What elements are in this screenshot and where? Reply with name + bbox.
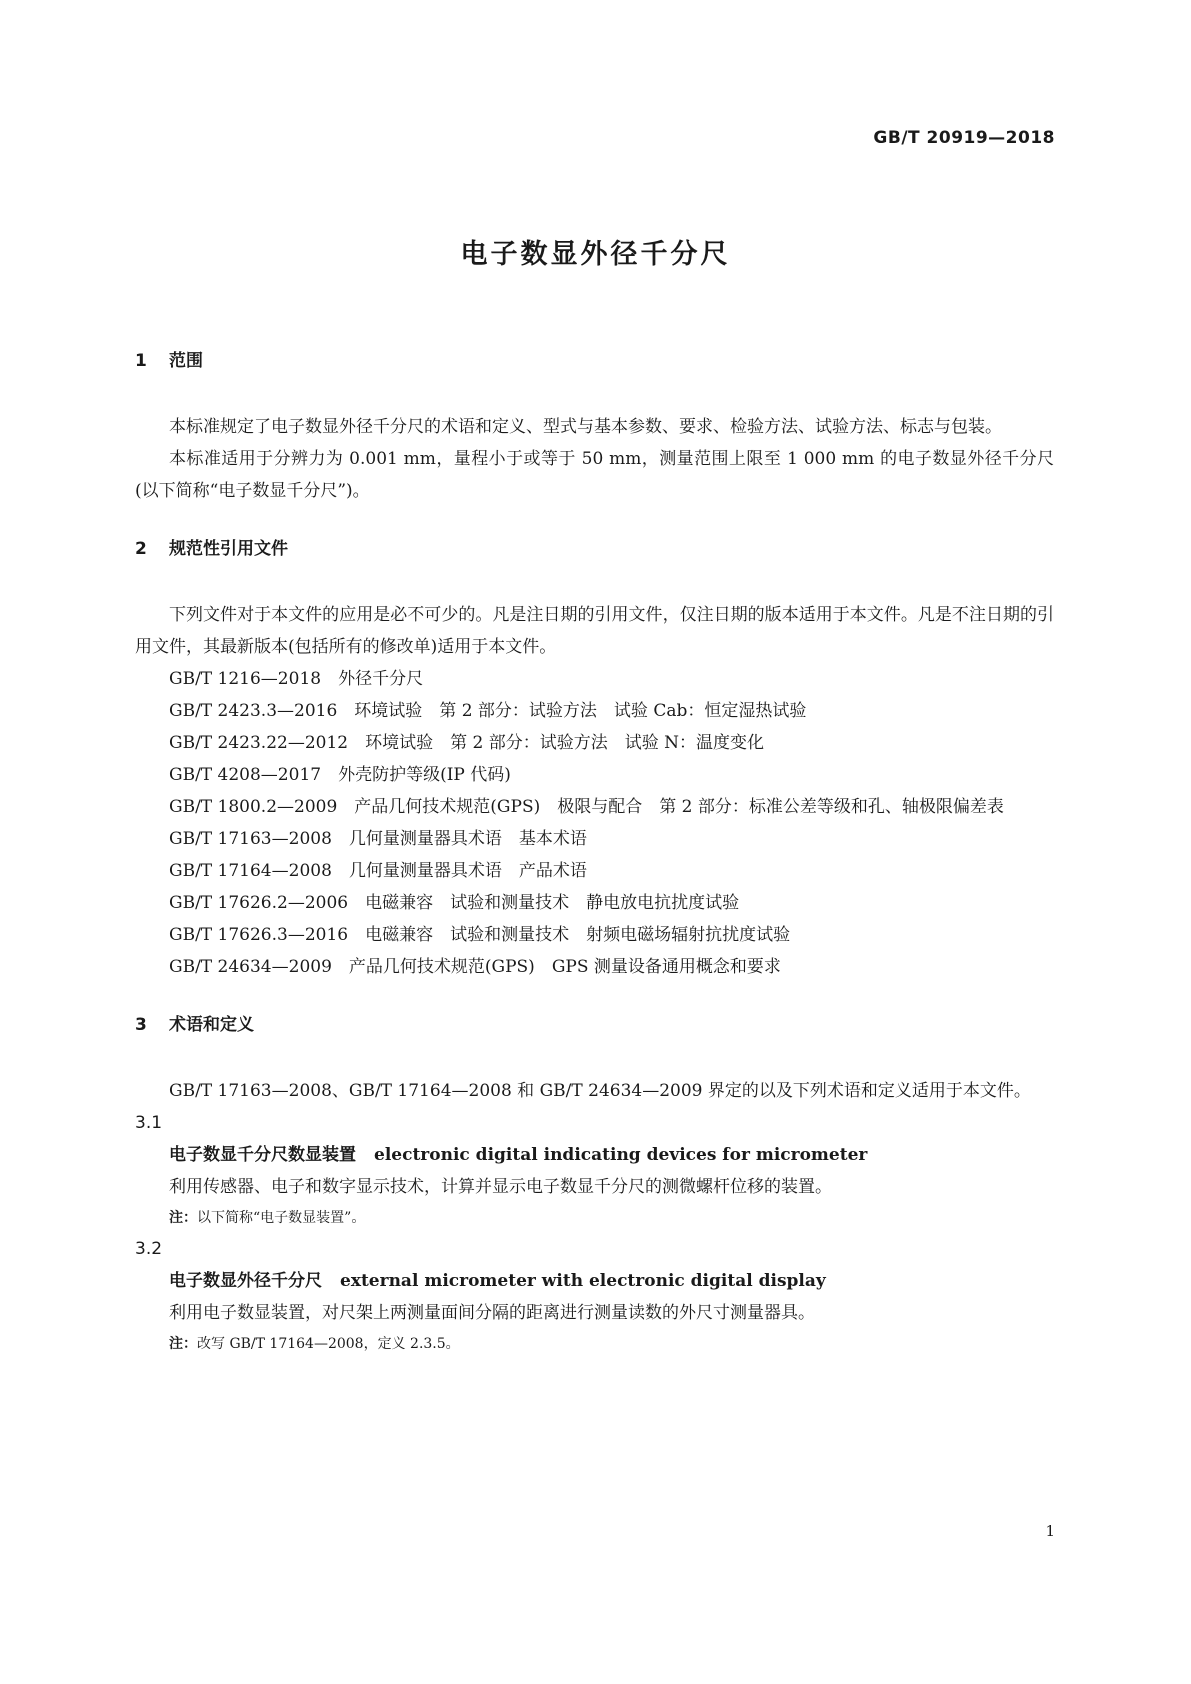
paragraph: 本标准规定了电子数显外径千分尺的术语和定义、型式与基本参数、要求、检验方法、试验方法、标志与包装。 <box>169 417 1002 437</box>
reference-item: GB/T 17626.2—2006 电磁兼容 试验和测量技术 静电放电抗扰度试验 <box>169 893 740 913</box>
section-number: 2 <box>135 539 147 559</box>
section-title: 规范性引用文件 <box>169 539 288 559</box>
note-text: 改写 GB/T 17164—2008，定义 2.3.5。 <box>197 1336 460 1352</box>
section-heading-terms-definitions <box>135 1009 1054 1041</box>
section-title: 术语和定义 <box>169 1015 254 1035</box>
reference-list <box>135 663 1054 983</box>
reference-item: GB/T 1216—2018 外径千分尺 <box>169 669 424 689</box>
document-body <box>135 345 1054 1359</box>
term-heading <box>135 1139 1054 1171</box>
reference-item: GB/T 4208—2017 外壳防护等级(IP 代码) <box>169 765 511 785</box>
term-chinese: 电子数显外径千分尺 <box>169 1271 322 1291</box>
section-heading-scope <box>135 345 1054 377</box>
clause-number: 3.2 <box>135 1239 163 1259</box>
term-entry <box>135 1233 1054 1359</box>
reference-item: GB/T 2423.22—2012 环境试验 第 2 部分：试验方法 试验 N：温度变化 <box>169 733 765 753</box>
note-label: 注： <box>169 1210 197 1226</box>
document-title: 电子数显外径千分尺 <box>460 239 731 270</box>
term-heading <box>135 1265 1054 1297</box>
clause-number: 3.1 <box>135 1113 163 1133</box>
reference-item: GB/T 2423.3—2016 环境试验 第 2 部分：试验方法 试验 Cab：恒定湿热试验 <box>169 701 807 721</box>
term-english: external micrometer with electronic digital display <box>340 1271 826 1291</box>
reference-item: GB/T 1800.2—2009 产品几何技术规范(GPS) 极限与配合 第 2 部分：标准公差等级和孔、轴极限偏差表 <box>169 797 1004 817</box>
reference-item: GB/T 24634—2009 产品几何技术规范(GPS) GPS 测量设备通用概念和要求 <box>169 957 781 977</box>
term-definition: 利用传感器、电子和数字显示技术，计算并显示电子数显千分尺的测微螺杆位移的装置。 <box>169 1177 832 1197</box>
term-definition: 利用电子数显装置，对尺架上两测量面间分隔的距离进行测量读数的外尺寸测量器具。 <box>169 1303 815 1323</box>
reference-item: GB/T 17163—2008 几何量测量器具术语 基本术语 <box>169 829 587 849</box>
section-title: 范围 <box>169 351 203 371</box>
term-note <box>135 1329 1054 1359</box>
standard-code: GB/T 20919—2018 <box>873 128 1055 148</box>
paragraph: GB/T 17163—2008、GB/T 17164—2008 和 GB/T 24634—2009 界定的以及下列术语和定义适用于本文件。 <box>169 1081 1031 1101</box>
term-entry <box>135 1107 1054 1233</box>
term-note <box>135 1203 1054 1233</box>
reference-item: GB/T 17164—2008 几何量测量器具术语 产品术语 <box>169 861 587 881</box>
section-number: 3 <box>135 1015 147 1035</box>
note-label: 注： <box>169 1336 197 1352</box>
term-chinese: 电子数显千分尺数显装置 <box>169 1145 356 1165</box>
term-english: electronic digital indicating devices for micrometer <box>374 1145 868 1165</box>
section-heading-normative-references <box>135 533 1054 565</box>
page-number: 1 <box>1045 1522 1055 1540</box>
paragraph: 本标准适用于分辨力为 0.001 mm，量程小于或等于 50 mm，测量范围上限至 1 000 mm 的电子数显外径千分尺(以下简称“电子数显千分尺”)。 <box>135 449 1054 501</box>
reference-item: GB/T 17626.3—2016 电磁兼容 试验和测量技术 射频电磁场辐射抗扰度试验 <box>169 925 791 945</box>
note-text: 以下简称“电子数显装置”。 <box>197 1210 366 1226</box>
section-number: 1 <box>135 351 147 371</box>
paragraph: 下列文件对于本文件的应用是必不可少的。凡是注日期的引用文件，仅注日期的版本适用于本文件。凡是不注日期的引用文件，其最新版本(包括所有的修改单)适用于本文件。 <box>135 605 1054 657</box>
